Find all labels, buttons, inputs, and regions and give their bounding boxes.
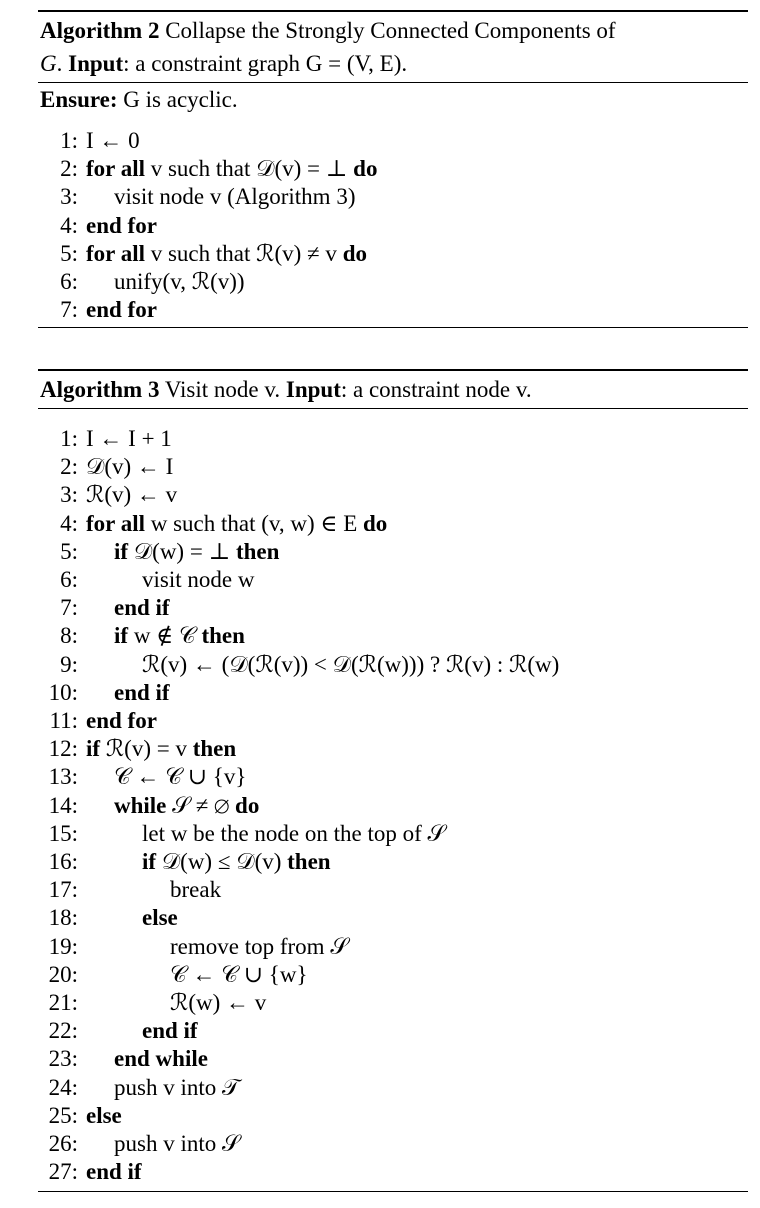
line-number: 25: [48,1102,78,1128]
line-text: for all w such that (v, w) ∈ E do [86,510,388,536]
code-line [38,679,170,707]
line-number: 4: [60,510,78,536]
line-text: end for [86,297,157,323]
line-text: if 𝒟(w) ≤ 𝒟(v) then [142,849,331,874]
line-text: unify(v, ℛ(v)) [114,269,245,294]
code-line [38,296,157,324]
code-line [38,876,221,904]
line-number: 3: [60,482,78,508]
algorithm-3-block [38,369,748,1192]
line-text: end if [142,1018,198,1044]
line-number: 20: [48,961,78,987]
code-line [38,212,157,240]
line-text: else [142,905,178,931]
code-line [38,763,246,791]
code-line [38,240,367,268]
line-number: 15: [48,820,78,846]
ensure-label: Ensure: [40,87,118,112]
code-line [38,933,348,961]
algorithm-3-caption [38,371,748,408]
algorithm-3-title: Visit node v. [164,377,281,402]
code-line [38,735,236,763]
line-number: 14: [48,792,78,818]
algorithm-3-label: Algorithm 3 [40,377,160,402]
line-text: I ← 0 [86,128,140,153]
line-number: 6: [60,567,78,592]
line-text: ℛ(v) ← v [86,482,178,508]
line-number: 10: [48,679,78,705]
code-line [38,651,559,679]
line-text: remove top from 𝒮 [170,933,349,959]
line-text: end if [114,679,170,705]
line-text: ℛ(v) ← (𝒟(ℛ(v)) < 𝒟(ℛ(w))) ? ℛ(v) : ℛ(w) [142,651,560,677]
line-number: 6: [60,269,78,294]
code-line [38,820,445,848]
bottom-rule [38,1191,748,1192]
line-text: if 𝒟(w) = ⊥ then [114,538,280,564]
line-text: if ℛ(v) = v then [86,736,237,762]
line-text: end if [114,595,170,621]
code-line [38,989,266,1017]
line-text: if w ∉ 𝒞 then [114,623,245,649]
line-text: end if [86,1159,142,1185]
line-number: 7: [60,595,78,621]
line-number: 27: [48,1159,78,1185]
line-text: let w be the node on the top of 𝒮 [142,820,446,846]
line-text: end for [86,212,157,238]
line-number: 5: [60,240,78,266]
code-line [38,155,377,183]
code-line [38,1158,142,1186]
line-text: for all v such that 𝒟(v) = ⊥ do [86,156,378,182]
line-text: I ← I + 1 [86,426,172,451]
line-text: end for [86,708,157,733]
code-line [38,481,177,509]
line-number: 9: [60,651,78,677]
line-number: 1: [60,128,78,153]
code-line [38,566,254,594]
line-number: 11: [49,708,78,733]
line-text: break [170,877,222,903]
line-number: 7: [60,297,78,323]
ensure-text: G is acyclic. [123,87,238,112]
line-text: push v into 𝒯 [114,1074,240,1100]
code-line [38,1130,240,1158]
code-line [38,127,140,155]
line-text: visit node w [142,567,255,592]
line-number: 3: [60,184,78,210]
bottom-rule [38,327,748,328]
algorithm-2-lines [38,127,748,327]
line-number: 8: [60,623,78,649]
line-text: 𝒞 ← 𝒞 ∪ {w} [170,961,308,987]
code-line [38,594,170,622]
line-number: 18: [48,905,78,931]
line-number: 24: [48,1074,78,1100]
line-text: end while [114,1046,208,1072]
line-text: for all v such that ℛ(v) ≠ v do [86,240,367,266]
line-number: 12: [48,736,78,762]
line-text: else [86,1102,122,1128]
ensure-row [38,83,748,117]
code-line [38,792,259,820]
code-line [38,183,355,211]
line-number: 13: [48,764,78,790]
input-label: Input [285,377,341,402]
line-number: 23: [48,1046,78,1072]
code-line [38,1045,208,1073]
code-line [38,707,157,735]
algorithm-2-block [38,10,748,328]
code-line [38,268,245,296]
input-label: Input [68,51,124,76]
line-number: 5: [60,538,78,564]
line-number: 21: [48,990,78,1015]
line-text: ℛ(w) ← v [170,990,267,1015]
code-line [38,425,172,453]
code-line [38,510,387,538]
line-number: 4: [60,212,78,238]
line-number: 26: [48,1131,78,1156]
code-line [38,1074,240,1102]
algorithm-2-label: Algorithm 2 [40,18,160,43]
line-number: 2: [60,454,78,480]
line-number: 2: [60,156,78,182]
algorithm-2-title: Collapse the Strongly Connected Components of [165,18,616,43]
line-number: 19: [48,933,78,959]
code-line [38,453,173,481]
input-text: : a constraint graph G = (V, E). [123,51,408,76]
code-line [38,1102,122,1130]
line-number: 17: [48,877,78,903]
line-text: visit node v (Algorithm 3) [114,184,356,210]
line-text: push v into 𝒮 [114,1131,240,1156]
code-line [38,904,178,932]
code-line [38,538,279,566]
code-line [38,848,331,876]
line-number: 22: [48,1018,78,1044]
input-text: : a constraint node v. [340,377,532,402]
line-number: 16: [48,849,78,874]
line-text: 𝒞 ← 𝒞 ∪ {v} [114,764,247,790]
line-number: 1: [60,426,78,451]
algorithm-2-caption: Algorithm 2 Collapse the Strongly Connected Components of G. Input: a constraint graph G = (V, E). [40,18,616,76]
code-line [38,961,308,989]
line-text: 𝒟(v) ← I [86,454,174,480]
algorithm-3-lines [38,425,748,1191]
line-text: while 𝒮 ≠ ∅ do [114,792,260,818]
graph-var: G [40,51,57,76]
code-line [38,1017,198,1045]
caption-rule [38,408,748,409]
code-line [38,622,245,650]
